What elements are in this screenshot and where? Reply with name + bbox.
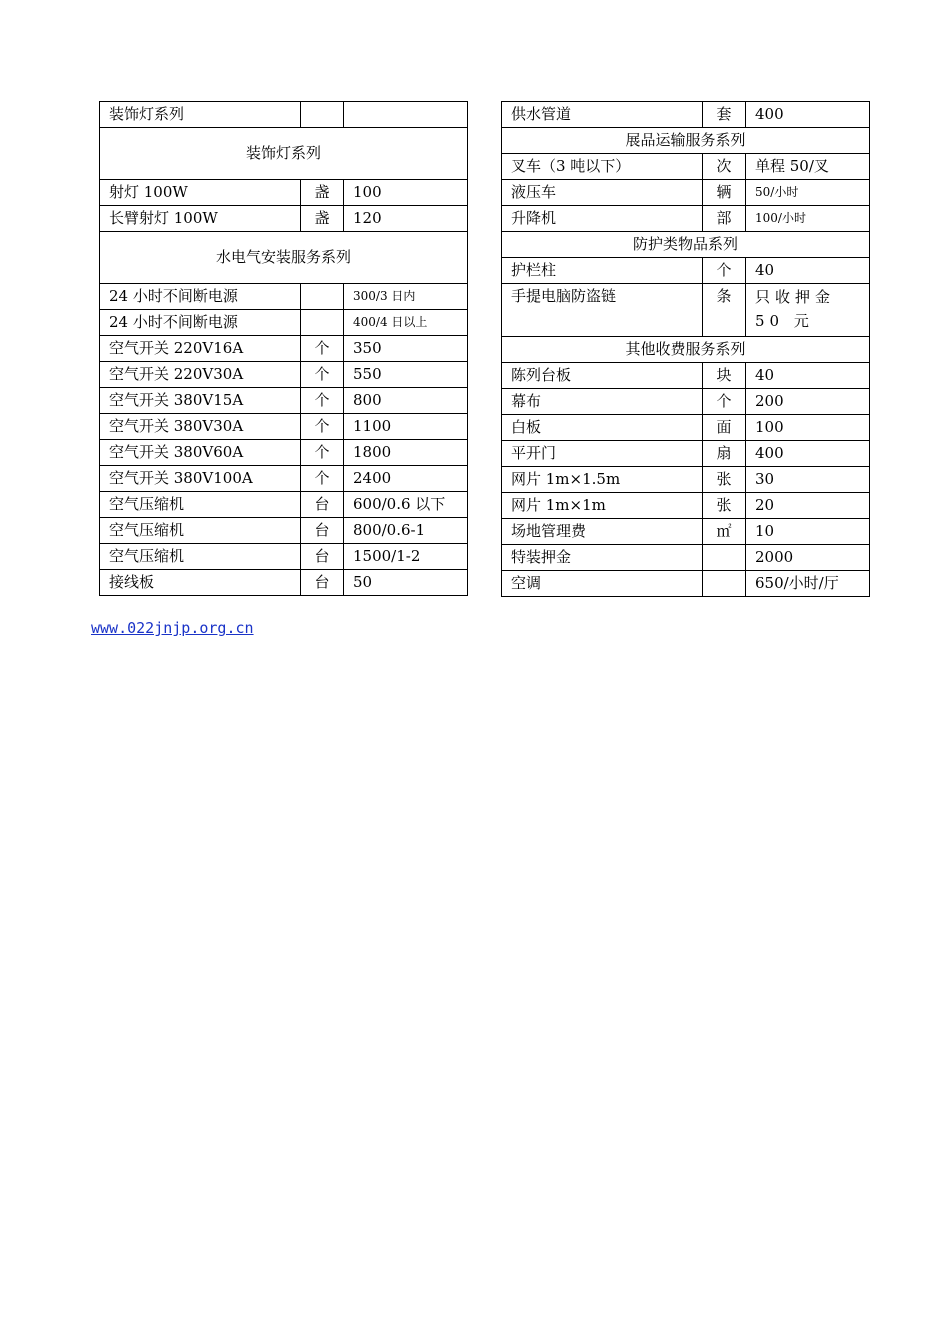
table-row <box>502 415 870 441</box>
item-price: 100 <box>746 415 870 441</box>
item-name: 网片 1m×1m <box>502 493 703 519</box>
item-name: 网片 1m×1.5m <box>502 467 703 493</box>
right-price-table <box>501 101 870 597</box>
item-name: 白板 <box>502 415 703 441</box>
table-row <box>100 180 468 206</box>
item-price: 40 <box>746 363 870 389</box>
item-name: 液压车 <box>502 180 703 206</box>
item-price: 400 <box>746 441 870 467</box>
table-row <box>502 441 870 467</box>
item-unit: 台 <box>301 570 344 596</box>
item-unit: 台 <box>301 492 344 518</box>
item-name: 空气压缩机 <box>100 518 301 544</box>
item-unit: 辆 <box>703 180 746 206</box>
table-row <box>100 284 468 310</box>
table-row <box>100 492 468 518</box>
item-unit: 个 <box>703 258 746 284</box>
section-row <box>100 128 468 180</box>
item-price: 650/小时/厅 <box>746 571 870 597</box>
table-row <box>100 518 468 544</box>
item-unit: 台 <box>301 518 344 544</box>
item-name: 24 小时不间断电源 <box>100 310 301 336</box>
table-row <box>100 440 468 466</box>
table-row <box>100 362 468 388</box>
item-name: 幕布 <box>502 389 703 415</box>
left-price-table <box>99 101 468 596</box>
item-price: 800 <box>344 388 468 414</box>
table-row <box>502 363 870 389</box>
item-price: 550 <box>344 362 468 388</box>
item-price: 200 <box>746 389 870 415</box>
section-heading-protect: 防护类物品系列 <box>502 232 870 258</box>
section-heading-decor: 装饰灯系列 <box>100 128 468 180</box>
table-row <box>502 493 870 519</box>
item-price: 100/小时 <box>746 206 870 232</box>
item-price: 1500/1-2 <box>344 544 468 570</box>
item-unit: 个 <box>703 389 746 415</box>
table-row <box>502 389 870 415</box>
table-row <box>100 102 468 128</box>
item-price: 350 <box>344 336 468 362</box>
item-unit: 个 <box>301 440 344 466</box>
item-price: 20 <box>746 493 870 519</box>
table-row <box>100 466 468 492</box>
item-name: 空气开关 380V60A <box>100 440 301 466</box>
item-price: 400/4 日以上 <box>344 310 468 336</box>
item-name: 场地管理费 <box>502 519 703 545</box>
item-unit: 个 <box>301 388 344 414</box>
item-unit <box>301 284 344 310</box>
table-row <box>100 544 468 570</box>
table-row <box>502 180 870 206</box>
item-name: 长臂射灯 100W <box>100 206 301 232</box>
item-name: 护栏柱 <box>502 258 703 284</box>
item-price: 50 <box>344 570 468 596</box>
item-unit <box>301 102 344 128</box>
table-row <box>502 206 870 232</box>
item-unit: 套 <box>703 102 746 128</box>
website-link[interactable]: www.022jnjp.org.cn <box>91 619 254 637</box>
item-price: 40 <box>746 258 870 284</box>
item-unit: 次 <box>703 154 746 180</box>
section-row <box>502 232 870 258</box>
item-name: 叉车（3 吨以下） <box>502 154 703 180</box>
item-unit: 张 <box>703 467 746 493</box>
item-name: 空气开关 380V15A <box>100 388 301 414</box>
table-row <box>100 388 468 414</box>
item-name: 空气开关 380V30A <box>100 414 301 440</box>
item-price: 120 <box>344 206 468 232</box>
item-name: 接线板 <box>100 570 301 596</box>
table-row <box>502 467 870 493</box>
item-price: 50/小时 <box>746 180 870 206</box>
item-price: 300/3 日内 <box>344 284 468 310</box>
item-unit: 张 <box>703 493 746 519</box>
item-unit: 盏 <box>301 206 344 232</box>
item-name: 手提电脑防盗链 <box>502 284 703 337</box>
section-heading-transport: 展品运输服务系列 <box>502 128 870 154</box>
item-price: 100 <box>344 180 468 206</box>
item-name: 陈列台板 <box>502 363 703 389</box>
item-name: 升降机 <box>502 206 703 232</box>
item-name: 空气开关 380V100A <box>100 466 301 492</box>
table-row <box>502 519 870 545</box>
item-unit <box>703 571 746 597</box>
table-row <box>100 570 468 596</box>
item-price: 2000 <box>746 545 870 571</box>
table-row <box>502 284 870 337</box>
item-price: 800/0.6-1 <box>344 518 468 544</box>
item-name: 24 小时不间断电源 <box>100 284 301 310</box>
item-unit <box>703 545 746 571</box>
table-row <box>502 102 870 128</box>
item-name: 供水管道 <box>502 102 703 128</box>
table-row <box>502 258 870 284</box>
item-unit: 个 <box>301 414 344 440</box>
item-unit: 条 <box>703 284 746 337</box>
table-row <box>100 414 468 440</box>
item-price: 单程 50/叉 <box>746 154 870 180</box>
table-row <box>502 571 870 597</box>
item-unit: ㎡ <box>703 519 746 545</box>
item-price: 30 <box>746 467 870 493</box>
item-name: 空气开关 220V16A <box>100 336 301 362</box>
item-unit: 块 <box>703 363 746 389</box>
item-name: 平开门 <box>502 441 703 467</box>
item-unit <box>301 310 344 336</box>
section-row <box>100 232 468 284</box>
item-name: 空气压缩机 <box>100 544 301 570</box>
item-unit: 扇 <box>703 441 746 467</box>
item-unit: 部 <box>703 206 746 232</box>
section-heading-utility: 水电气安装服务系列 <box>100 232 468 284</box>
item-price: 600/0.6 以下 <box>344 492 468 518</box>
item-name: 射灯 100W <box>100 180 301 206</box>
item-name: 空气开关 220V30A <box>100 362 301 388</box>
item-price: 只收押金 50 元 <box>746 284 870 337</box>
section-row <box>502 128 870 154</box>
item-unit: 个 <box>301 466 344 492</box>
item-price: 1100 <box>344 414 468 440</box>
item-price: 10 <box>746 519 870 545</box>
table-row <box>100 336 468 362</box>
item-name: 特装押金 <box>502 545 703 571</box>
item-unit: 盏 <box>301 180 344 206</box>
item-unit: 面 <box>703 415 746 441</box>
item-price: 400 <box>746 102 870 128</box>
section-heading-other: 其他收费服务系列 <box>502 337 870 363</box>
item-name: 空调 <box>502 571 703 597</box>
item-unit: 个 <box>301 336 344 362</box>
item-name: 装饰灯系列 <box>100 102 301 128</box>
item-price: 1800 <box>344 440 468 466</box>
table-row <box>100 310 468 336</box>
table-row <box>100 206 468 232</box>
item-price: 2400 <box>344 466 468 492</box>
item-name: 空气压缩机 <box>100 492 301 518</box>
table-row <box>502 545 870 571</box>
item-unit: 台 <box>301 544 344 570</box>
table-row <box>502 154 870 180</box>
item-unit: 个 <box>301 362 344 388</box>
item-price <box>344 102 468 128</box>
section-row <box>502 337 870 363</box>
